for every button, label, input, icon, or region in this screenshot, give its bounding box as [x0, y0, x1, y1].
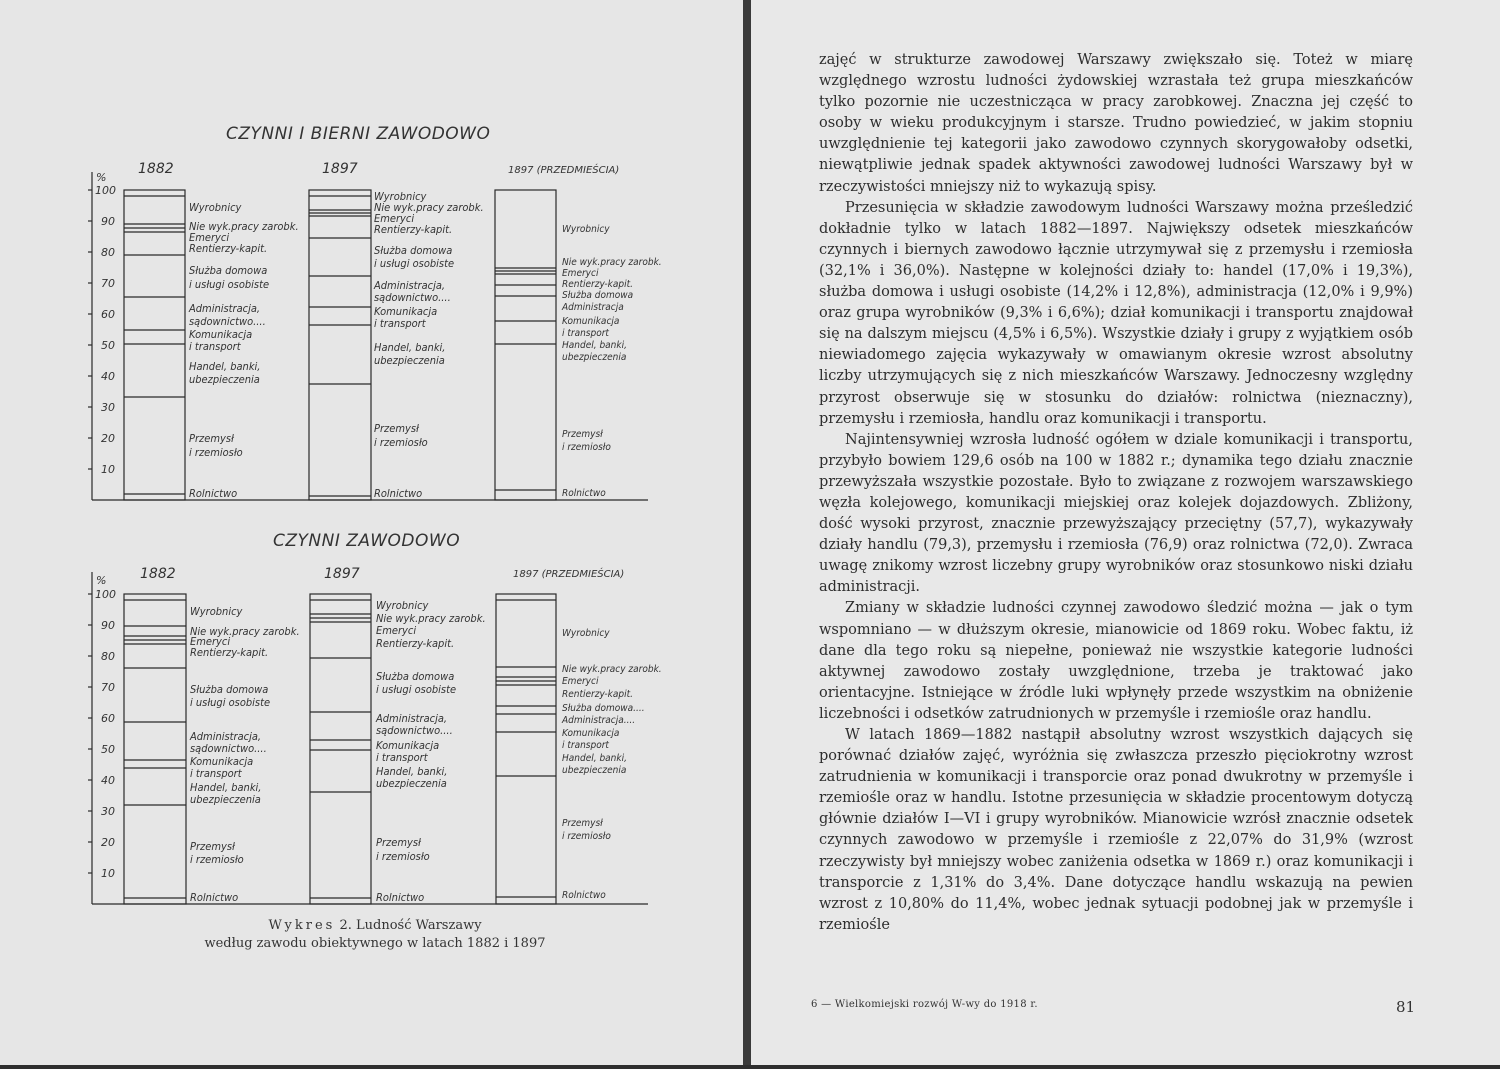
- chart-2-column-1897-przedmiescia: [496, 594, 556, 904]
- category-label: Handel, banki,: [190, 781, 262, 794]
- category-label: Komunikacja: [562, 316, 620, 327]
- body-text: [819, 50, 1413, 936]
- chart-1-column-1897-przedmiescia: [495, 190, 556, 500]
- tick-label: 100: [95, 184, 116, 197]
- paragraph: Najintensywniej wzrosła ludność ogółem w dziale komunikacji i transportu, przybyło bowiem 129,6 osób na 100 w 1882 r.; dynamika tego działu znacznie przewyższała wszystkie pozostałe. Było to związane z rozwojem warszawskiego węzła kolejowego, komunikacji miejskiej oraz kolejek dojazdowych. Zbliżony, dość wysoki przyrost, znacznie przewyższający przeciętny (57,7), wykazywały działy handlu (79,3), przemysłu i rzemiosła (76,9) oraz rolnictwa (72,0). Zwraca uwagę znikomy wzrost liczebny grupy wyrobników oraz stosunkowo niski działu administracji.: [819, 431, 1413, 596]
- caption-subtitle: według zawodu obiektywnego w latach 1882 i 1897: [204, 936, 546, 951]
- category-label: i usługi osobiste: [190, 696, 271, 709]
- chart-1-year-1897: 1897: [322, 161, 358, 177]
- paragraph: Zmiany w składzie ludności czynnej zawodowo śledzić można — jak o tym wspomniano — w dłuższym okresie, mianowicie od 1869 roku. Wobec faktu, iż dane dla tego roku są niepełne, ponieważ nie wszystkie kategorie ludności aktywnej zawodowo zostały uwzględnione, trzeba je traktować jako orientacyjne. Istniejące w źródle luki wpłynęły przede wszystkim na obniżenie liczebności i odsetków zatrudnionych w przemyśle i rzemiośle oraz handlu.: [819, 600, 1413, 722]
- chart-1-year-1897-przedmiescia: 1897 (PRZEDMIEŚCIA): [508, 165, 620, 176]
- figure-caption: [150, 917, 600, 953]
- tick-label: 80: [101, 246, 115, 259]
- chart-1-labels-1897: [373, 190, 484, 500]
- tick-label: 10: [101, 867, 115, 880]
- tick-label: 40: [101, 370, 115, 383]
- category-label: Administracja,: [189, 302, 261, 315]
- category-label: Rentierzy-kapit.: [189, 242, 268, 255]
- category-label: Rolnictwo: [374, 487, 423, 500]
- page-footer: 6 — Wielkomiejski rozwój W-wy do 1918 r.: [811, 999, 1038, 1010]
- category-label: sądownictwo....: [376, 724, 453, 737]
- category-label: i usługi osobiste: [189, 278, 270, 291]
- category-label: Emeryci: [189, 231, 230, 244]
- category-label: i rzemiosło: [562, 442, 611, 453]
- category-label: Rentierzy-kapit.: [562, 279, 634, 290]
- category-label: Wyrobnicy: [190, 605, 243, 618]
- category-label: i transport: [562, 328, 609, 339]
- category-label: Wyrobnicy: [374, 190, 427, 203]
- chart-2-year-1882: 1882: [140, 566, 176, 582]
- tick-label: 100: [95, 588, 116, 601]
- category-label: Rolnictwo: [376, 891, 425, 904]
- category-label: i rzemiosło: [374, 436, 428, 449]
- caption-label: Wykres: [268, 918, 336, 933]
- category-label: Służba domowa: [190, 683, 269, 696]
- category-label: Komunikacja: [189, 328, 253, 341]
- category-label: Administracja,: [190, 730, 262, 743]
- category-label: Rolnictwo: [190, 891, 239, 904]
- paragraph: zajęć w strukturze zawodowej Warszawy zwiększało się. Toteż w miarę względnego wzrostu ludności żydowskiej wzrastała też grupa mieszkańców tylko pozornie nie uczestnicząca w pracy zarobkowej. Znaczna jej część to osoby w wieku produkcyjnym i starsze. Trudno powiedzieć, w jakim stopniu uwzględnienie tej kategorii jako zawodowo czynnych skorygowałoby odsetki, niewątpliwie jednak spadek aktywności zawodowej ludności Warszawy był w rzeczywistości mniejszy niż to wykazują spisy.: [819, 52, 1413, 195]
- chart-1-ticks: [95, 184, 116, 476]
- chart-2-title: CZYNNI ZAWODOWO: [273, 531, 461, 551]
- category-label: Handel, banki,: [374, 341, 446, 354]
- tick-label: 20: [101, 836, 115, 849]
- paragraph: W latach 1869—1882 nastąpił absolutny wzrost wszystkich dających się porównać działów zajęć, wyróżnia się zwłaszcza przeszło pięciokrotny wzrost zatrudnienia w komunikacji i transporcie oraz ponad dwukrotny w przemyśle i rzemiośle oraz w handlu. Istotne przesunięcia w składzie procentowym dotyczą głównie działów I—VI i grupy wyrobników. Mianowicie wzrósł znacznie odsetek czynnych zawodowo w przemyśle i rzemiośle z 22,07% do 31,9% (wzrost rzeczywisty był mniejszy wobec zaniżenia odsetka w 1869 r.) oraz komunikacji i transporcie z 1,31% do 3,4%. Dane dotyczące handlu wskazują na pewien wzrost z 10,80% do 11,4%, wobec jednak sytuacji podobnej jak w przemyśle i rzemiośle: [819, 727, 1413, 933]
- category-label: Emeryci: [562, 676, 599, 687]
- category-label: i rzemiosło: [190, 853, 244, 866]
- chart-2-year-1897: 1897: [324, 566, 360, 582]
- category-label: Administracja....: [562, 715, 636, 726]
- category-label: Nie wyk.pracy zarobk.: [189, 220, 299, 233]
- category-label: Handel, banki,: [376, 765, 448, 778]
- category-label: i rzemiosło: [189, 446, 243, 459]
- book-gutter: [743, 0, 751, 1065]
- chart-2-axis-unit: %: [96, 574, 107, 587]
- chart-2-labels-1897: [375, 599, 486, 904]
- category-label: Handel, banki,: [189, 360, 261, 373]
- category-label: i usługi osobiste: [376, 683, 457, 696]
- figure: [0, 0, 743, 1065]
- category-label: Służba domowa: [562, 290, 634, 301]
- category-label: ubezpieczenia: [374, 354, 445, 367]
- category-label: sądownictwo....: [374, 291, 451, 304]
- category-label: i transport: [562, 740, 609, 751]
- category-label: Wyrobnicy: [189, 201, 242, 214]
- category-label: Emeryci: [376, 624, 417, 637]
- tick-label: 70: [101, 277, 115, 290]
- tick-label: 50: [101, 339, 115, 352]
- tick-label: 20: [101, 432, 115, 445]
- category-label: Nie wyk.pracy zarobk.: [190, 625, 300, 638]
- paragraph: Przesunięcia w składzie zawodowym ludności Warszawy można prześledzić dokładnie tylko w latach 1882—1897. Największy odsetek mieszkańców czynnych i biernych zawodowo łącznie utrzymywał się z przemysłu i rzemiosła (32,1% i 36,0%). Następne w kolejności działy to: handel (17,0% i 19,3%), służba domowa i usługi osobiste (14,2% i 12,8%), administracja (12,0% i 9,9%) oraz grupa wyrobników (9,3% i 6,6%); dział komunikacji i transportu znajdował się na dalszym miejscu (4,5% i 6,5%). Wszystkie działy i grupy z wyjątkiem osób niewiadomego zajęcia wykazywały w omawianym okresie wzrost absolutny liczby utrzymujących się z nich mieszkańców Warszawy. Jednoczesny względny przyrost obserwuje się w stosunku do działów: rolnictwa (nieznaczny), przemysłu i rzemiosła, handlu oraz komunikacji i transportu.: [819, 199, 1413, 427]
- category-label: Administracja,: [376, 712, 448, 725]
- chart-1-labels-1897-przedmiescia: [561, 224, 662, 499]
- category-label: ubezpieczenia: [190, 793, 261, 806]
- chart-1-title: CZYNNI I BIERNI ZAWODOWO: [226, 124, 491, 144]
- category-label: Przemysł: [190, 840, 235, 853]
- category-label: Emeryci: [562, 268, 599, 279]
- category-label: Wyrobnicy: [562, 224, 610, 235]
- category-label: Nie wyk.pracy zarobk.: [562, 257, 662, 268]
- tick-label: 50: [101, 743, 115, 756]
- chart-2-column-1882: [124, 594, 186, 904]
- tick-label: 30: [101, 805, 115, 818]
- category-label: Komunikacja: [562, 728, 620, 739]
- tick-label: 90: [101, 215, 115, 228]
- category-label: ubezpieczenia: [562, 352, 627, 363]
- tick-label: 80: [101, 650, 115, 663]
- category-label: Administracja,: [374, 279, 446, 292]
- category-label: Służba domowa....: [562, 703, 645, 714]
- category-label: Emeryci: [374, 212, 415, 225]
- chart-1-year-1882: 1882: [138, 161, 174, 177]
- category-label: Handel, banki,: [562, 340, 627, 351]
- category-label: Przemysł: [189, 432, 234, 445]
- tick-label: 60: [101, 712, 115, 725]
- category-label: Emeryci: [190, 635, 231, 648]
- category-label: Służba domowa: [189, 264, 268, 277]
- category-label: Rolnictwo: [562, 890, 606, 901]
- category-label: Komunikacja: [190, 755, 254, 768]
- category-label: i rzemiosło: [562, 831, 611, 842]
- chart-1-column-1882: [124, 190, 185, 500]
- category-label: Rolnictwo: [562, 488, 606, 499]
- category-label: i transport: [374, 317, 426, 330]
- page-number: 81: [1396, 998, 1416, 1016]
- category-label: Komunikacja: [376, 739, 440, 752]
- category-label: sądownictwo....: [190, 742, 267, 755]
- tick-label: 30: [101, 401, 115, 414]
- category-label: Nie wyk.pracy zarobk.: [376, 612, 486, 625]
- chart-1-column-1897: [309, 190, 371, 500]
- category-label: Przemysł: [374, 422, 419, 435]
- category-label: Rentierzy-kapit.: [376, 637, 455, 650]
- category-label: Rentierzy-kapit.: [374, 223, 453, 236]
- category-label: Wyrobnicy: [562, 628, 610, 639]
- chart-2-labels-1882: [189, 605, 300, 904]
- category-label: i usługi osobiste: [374, 257, 455, 270]
- category-label: Wyrobnicy: [376, 599, 429, 612]
- left-page: [0, 0, 743, 1065]
- chart-1-axis-unit: %: [96, 171, 107, 184]
- chart-2-column-1897: [310, 594, 371, 904]
- category-label: ubezpieczenia: [562, 765, 627, 776]
- chart-2-ticks: [95, 588, 116, 880]
- category-label: Służba domowa: [374, 244, 453, 257]
- category-label: sądownictwo....: [189, 315, 266, 328]
- category-label: ubezpieczenia: [189, 373, 260, 386]
- tick-label: 70: [101, 681, 115, 694]
- caption-title: 2. Ludność Warszawy: [335, 918, 482, 933]
- category-label: i rzemiosło: [376, 850, 430, 863]
- chart-2-labels-1897-przedmiescia: [561, 628, 662, 901]
- category-label: Przemysł: [562, 818, 603, 829]
- tick-label: 10: [101, 463, 115, 476]
- tick-label: 40: [101, 774, 115, 787]
- category-label: i transport: [189, 340, 241, 353]
- chart-1-labels-1882: [188, 201, 299, 500]
- category-label: Nie wyk.pracy zarobk.: [562, 664, 662, 675]
- category-label: Komunikacja: [374, 305, 438, 318]
- tick-label: 60: [101, 308, 115, 321]
- category-label: Rentierzy-kapit.: [190, 646, 269, 659]
- category-label: i transport: [190, 767, 242, 780]
- category-label: Przemysł: [376, 836, 421, 849]
- tick-label: 90: [101, 619, 115, 632]
- category-label: Nie wyk.pracy zarobk.: [374, 201, 484, 214]
- chart-2-year-1897-przedmiescia: 1897 (PRZEDMIEŚCIA): [513, 569, 625, 580]
- category-label: Przemysł: [562, 429, 603, 440]
- category-label: Handel, banki,: [562, 753, 627, 764]
- category-label: Służba domowa: [376, 670, 455, 683]
- category-label: ubezpieczenia: [376, 777, 447, 790]
- category-label: Rentierzy-kapit.: [562, 689, 634, 700]
- category-label: i transport: [376, 751, 428, 764]
- category-label: Rolnictwo: [189, 487, 238, 500]
- category-label: Administracja: [562, 302, 624, 313]
